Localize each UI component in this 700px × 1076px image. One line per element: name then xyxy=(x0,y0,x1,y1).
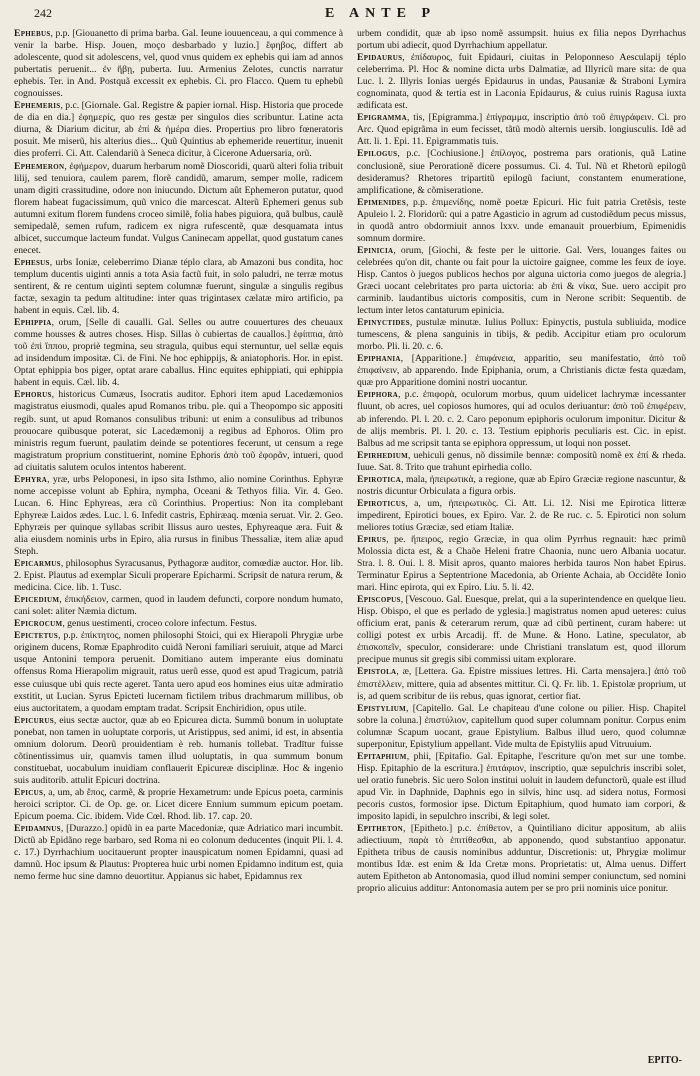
entry-text: urbem condidit, quæ ab ipso nomẽ assumpsit. huius ex filia nepos Dyrrhachus portum ubi adiecit, quod Dyrrhachium appellatur. xyxy=(357,28,686,52)
entry-text: , p.c. [Giornale. Gal. Registre & papier iornal. Hisp. Historia que procede de dia en dia.] ἐφημερίς, quo res gestæ per singulos dies scribuntur. Latine acta diurna, & Diarium dicitur, ab ἐπί & ἡμέρα dies. Propertius pro libro fœneratoris posuit. Me miserũ, his alterius dies... Quũ Quintius ab ephemeride reuertitur, inuenit dies proferri. Ci. Att. Calendariũ à Seneca dicitur, à Cicerone Aduersaria, orũ. xyxy=(14,100,343,160)
dictionary-entry xyxy=(357,498,686,534)
catchword: EPITO- xyxy=(647,1055,682,1066)
entry-text: , orum, [Selle di caualli. Gal. Selles ou autre couuertures des cheuaux comme housses & autres choses. Hisp. Sillas ò cubiertas de cauallos.] ἐφίππια, ἀπὸ τοῦ ἐπὶ ἵππου, propriè tegmina, seu stragula, quibus equi sternuntur, uel sellæ equis ad insidendum impositæ. Ci. de Fini. Ne hoc ephippijs, & aniatophoris. Hor. in epist. Optat ephippia bos piger, optat arare caballus. Hinc equites ephippiati, qui ephippia habent in equis. Cæl. lib. 4. xyxy=(14,317,343,389)
entry-headword: Epiroticus xyxy=(357,497,406,509)
entry-text: , p.p. ἐπιμενίδης, nomẽ poetæ Epicuri. Hic fuit patria Cretẽsis, teste Apuleio l. 2. Floridorũ: qui a patre Agasticio in agrum ad custodiẽdum pecus missus, in quodã antro obdormiuit annos lxxv. unde emanauit prouerbium, Epimenidis somnum dormire. xyxy=(357,196,686,244)
entry-headword: Epicarmus xyxy=(14,558,61,570)
entry-text: , [Apparitione.] ἐπιφάνεια, apparitio, seu manifestatio, ἀπὸ τοῦ ἐπιφαίνειν, ab apparendo. Inde Epiphania, orum, a Christianis dictæ festa quædam, quæ pro Apparitione domini nostri uocantur. xyxy=(357,353,686,389)
entry-headword: Epirus xyxy=(357,533,387,545)
dictionary-entry xyxy=(357,474,686,498)
dictionary-entry xyxy=(357,148,686,196)
entry-headword: Ephemeron xyxy=(14,160,65,172)
dictionary-entry xyxy=(357,28,686,52)
dictionary-entry xyxy=(14,317,343,389)
entry-text: , ἐπικήδειον, carmen, quod in laudem defuncti, corpore nondum humato, cani solet: aliter Næmia dictum. xyxy=(14,594,343,618)
entry-text: , a, um, ab ἔπος, carmẽ, & proprie Hexametrum: unde Epicus poeta, carminis heroici scriptor. Ci. de Op. ge. or. Licet dicere Ennium summum epicum poetam. Epicum poema. Cic. ibidem. Vide Cœl. Rhod. lib. 17. cap. 20. xyxy=(14,786,343,823)
entry-text: , tis, [Epigramma.] ἐπίγραμμα, inscriptio ἀπὸ τοῦ ἐπιγράφειν. Ci. pro Arc. Quod epigrãma in eum fecisset, tãtũ modò alternis uersib. longiusculis. Idẽ ad Att. li. 1. Epi. 11. Epigrammatis tuis. xyxy=(357,112,686,148)
entry-text: , æ, [Lettera. Ga. Epistre missiues lettres. Hi. Carta mensajera.] ἀπὸ τοῦ ἐπιστέλλειν, mittere, quia ad absentes mittitur. Ci. Q. Fr. lib. 1. Epistolæ proprium, ut is, ad quem scribitur de iis rebus, quas ignorat, certior fiat. xyxy=(357,666,686,702)
dictionary-entry xyxy=(14,630,343,714)
dictionary-entry xyxy=(14,618,343,630)
page-number: 242 xyxy=(34,6,52,20)
entry-headword: Epicedium xyxy=(14,594,60,606)
entry-headword: Epicus xyxy=(14,786,44,798)
dictionary-entry xyxy=(14,823,343,883)
entry-text: , mala, ἠπειρωτικὰ, a regione, quæ ab Epiro Græciæ regione nascuntur, & nostris dicuntur Orbiculata a figura orbis. xyxy=(357,473,686,497)
dictionary-entry xyxy=(357,594,686,666)
entry-text: , [Epitheto.] p.c. ἐπίθετον, a Quintiliano dicitur appositum, ab aliis adiectiuum, παρὰ τὸ ἐπιτίθεσθαι, ab apponendo, quod substantiuo apponatur. Epitheta tribus de causis nominibus adduntur, Discretionis: ut, Phrygiæ molimur montibus Idæ. est enim & Ida Cretæ mons. Proprietatis: ut, Alma uenus. Differt autem Epitheton ab Antonomasia, quod illud nomini semper coniunctum, sed nomini proprio alicuius additur: Antonomasia autem per se pro prii nominis uice ponitur. xyxy=(357,823,686,895)
entry-headword: Epinicia xyxy=(357,244,394,256)
dictionary-entry xyxy=(357,823,686,895)
right-column xyxy=(357,28,686,1048)
entry-text: , [Vescouo. Gal. Euesque, prelat, qui a la superintendence en quelque lieu. Hisp. Obispo, el que es perlado de yglesia.] magistratus nomen apud ueteres: cuius officium erat, panis & ceterarum rerum, quæ ad cibũ pertinent, curam habere: ut colligi potest ex urbis Arcadij. ff. de Mune. & Hono. Latine, speculator, ab ἐπισκοπεῖν, speculor, considerare: unde Christiani translatum est, quod illorum precipue munus sit gregis sibi commissi uitam explorare. xyxy=(357,594,686,666)
entry-text: , phii, [Epitafio. Gal. Epitaphe, l'escriture qu'on met sur une tombe. Hisp. Epitaphio de la escritura.] ἐπιτάφιον, inscriptio, quæ sepulchris inscribi solet, uel oratio funebris. Sic uero Solon institui uoluit in laudem defunctorũ, quale est illud apud Vir. in Daphnide, Daphnis ego in silvis, hinc usq. ad sidera notus, Formosi pecoris custos, formosior ipse. Dictum Epitaphium, quod humato iam corpori, & imposito lapidi, in sepulchro inscribi, & legi solet. xyxy=(357,750,686,823)
dictionary-entry xyxy=(357,317,686,353)
dictionary-entry xyxy=(14,389,343,473)
entry-text: , [Durazzo.] opidũ in ea parte Macedoniæ, quæ Adriatico mari incumbit. Dictũ ab Epidãno rege barbaro, sed Roma ni eo colonum deducentes (inquit Pli. l. 4. c. 17.) Dyrrhachium uocitauerunt propter inauspicatum nomen Epidamni, quasi ad damnũ. Hoc ipsum & Plautus: Propterea huic urbi nomen Epidamno inditum est, quia nemo ferme huc sine damno deuortitur. Appianus sic habet, Epidamnus rex xyxy=(14,823,343,883)
entry-text: , p.c. ἐπιφορὰ, oculorum morbus, quum uidelicet lachrymæ incessanter fluunt, ob acres, uel copiosos humores, qui ad oculos deriuantur: ἀπὸ τοῦ ἐπιφέρειν, ab inferendo. Pl. l. 20. c. 2. Caro peponum epiphoris oculorum imponitur. Dicitur & de alijs membris. Pl. l. 20. c. 13. Testium epiphoris peculiaris est. Cic. in epist. Balbus ad me scripsit tanta se epiphora oppressum, ut loqui non posset. xyxy=(357,389,686,449)
entry-headword: Epilogus xyxy=(357,148,398,160)
entry-text: , historicus Cumæus, Isocratis auditor. Ephori item apud Lacedæmonios magistratus eiusmodi, quales apud Romanos tribu. ple. qui a Theopompo sic appositi regib. sunt, ut apud Romanos consulibus tribuni: ut enim a consulibus ad tribunos prouocare quibusque poterat, sic Lacedæmonij a regibus ad Ephoros. Olim pro ministris regum fuerunt, paulatim deinde se potentiores fecerunt, ut censum a rege magistratum proprium constituerint, nomine Ephoris ἀπὸ τοῦ ἐφορᾶν, intueri, quod ad ciuitatis salutem oculos intentos haberent. xyxy=(14,389,343,473)
dictionary-entry xyxy=(14,594,343,618)
entry-headword: Ephippia xyxy=(14,317,52,329)
entry-headword: Epictetus xyxy=(14,630,59,642)
entry-text: , philosophus Syracusanus, Pythagoræ auditor, comœdiæ auctor. Hor. lib. 2. Epist. Plautus ad exemplar Siculi properare Epicharmi. Scripsit de natura rerum, & medicina. Cice. lib. 1. Tusc. xyxy=(14,558,343,594)
dictionary-entry xyxy=(357,666,686,702)
entry-text: , p.p. [Giouanetto di prima barba. Gal. Ieune iouuenceau, a qui commence à venir la barbe. Hisp. Jouen, moço desbarbado y luzio.] ἔφηβος, differt ab adolescente, quod sit adolescens, vel, quod vnus quidem ex ephebis qui iam ad annos pubertatis peruenit... ἐν ἥβῃ, puberta. Iuu. Armenius Zelotes, cunctis narratur ephebis. Ter. in And. Postquã excessit ex ephebis. Ci. pro Flacco. Quem tu ephebũ cognouisses. xyxy=(14,28,343,100)
page-header xyxy=(14,6,686,28)
entry-text: , yræ, urbs Peloponesi, in ipso sita Isthmo, alio nomine Corinthus. Ephyræ nome accepisse volunt ab Ephira, nympha, Oceani & Tethyos filia. Vir. 4. Geo. Lucan. 6. Hinc Ephyreas, æra cũ Corinthius. Propertius: Non ita complebant Ephyreæ Laidos ædes. Luc. l. 6. Infedit castris, Ephiræaq. mœnia seruat. Vir. 2. Geo. Ephyræis per quinque syllabas scribit Ilissus auro uestes, Ephyreaque æra. Fuit & alia eiusdem nominis urbs in Epiro, alia rursus in finibus Thessaliæ, item aliæ apud Steph. xyxy=(14,473,343,558)
dictionary-entry xyxy=(14,474,343,558)
entry-text: , a, um, ἠπειρωτικὸς. Ci. Att. Li. 12. Nisi me Epirotica litteræ impedirent, Epirotici boues, ex Epiro. Var. 2. de Re ruc. c. 5. Epirotici non solum meliores totius Græciæ, sed etiam Italiæ. xyxy=(357,497,686,533)
entry-headword: Epigramma xyxy=(357,112,407,124)
dictionary-entry xyxy=(14,100,343,160)
entry-headword: Epicrocum xyxy=(14,618,63,630)
entry-text: , ἐφήμερον, duarum herbarum nomẽ Dioscoridi, quarũ alteri folia tribuit lilij, sed tenuiora, caulem parem, florẽ candidũ, amarum, semper molle, radicem unam digiti crassitudine, odore non iniucundo. Dictum aũt Ephemeron putatur, quod florem habeat fugacissimum, quũ vnico die marcescat. Alterũ Ephemeri genus sub autumni exitum florem fundens croceo similẽ, folia habes piguiora, quã bulbus, caulẽ semipedalẽ, semen rufum, radicem ex nigra rufescentẽ, quæ desquamata intus albicet, succumque lacteum fundat. Vulgus Caninecam appellat, quod gustatum canes enecet. xyxy=(14,160,343,256)
dictionary-entry xyxy=(357,751,686,823)
dictionary-entry xyxy=(357,112,686,148)
dictionary-entry xyxy=(357,389,686,449)
dictionary-entry xyxy=(14,161,343,257)
dictionary-entry xyxy=(357,353,686,389)
entry-headword: Epirotica xyxy=(357,473,402,485)
entry-headword: Epidamnus xyxy=(14,823,61,835)
entry-headword: Ephemeris xyxy=(14,100,61,112)
dictionary-entry xyxy=(357,450,686,474)
entry-text: , p.c. [Cochiusione.] ἐπίλογος, postrema pars orationis, quã Latine conclusionẽ, siue Perorationẽ dicere possumus. Ci. 4. Tul. Nũ et Rhetorũ epilogũ desideramus? Rhetores tripartitũ epilogũ faciunt, constantem enumeratione, amplificatione, & cõmiseratione. xyxy=(357,148,686,196)
entry-headword: Ephyra xyxy=(14,473,48,485)
entry-headword: Epitheton xyxy=(357,823,403,835)
entry-text: , pustulæ minutæ. Iulius Pollux: Epinyctis, pustula subliuida, modice tumescens, & plena sanguinis in tibijs, & pedib. Accipitur etiam pro oculorum morbo. Pli. li. 20. c. 6. xyxy=(357,317,686,353)
dictionary-entry xyxy=(357,197,686,245)
left-column xyxy=(14,28,343,1048)
entry-headword: Epinyctides xyxy=(357,317,410,329)
dictionary-entry xyxy=(357,703,686,751)
entry-headword: Ephebus xyxy=(14,28,51,39)
entry-headword: Episcopus xyxy=(357,594,401,606)
entry-text: , eius sectæ auctor, quæ ab eo Epicurea dicta. Summũ bonum in uoluptate ponebat, non tamen in uoluptate corporis, ut Aristippus, sed animi, id est, in absentia omnium dolorum. Deorũ prouidentiam è reb. humanis tollebat. Tradītur fuisse cõtinentissimus uir, quamvis tamen illud uoluptatis, in qua summum bonum constituebat, uocabulum inuidiam conflauerit Epicureæ disciplinæ. Hoc & ingenio suis auditorib. attulit Epicuri doctrina. xyxy=(14,714,343,786)
dictionary-entry xyxy=(357,534,686,594)
dictionary-entry xyxy=(14,715,343,787)
entry-headword: Epitaphium xyxy=(357,750,407,762)
entry-headword: Epistylium xyxy=(357,702,407,714)
running-head: E ANTE P xyxy=(324,6,436,21)
dictionary-entry xyxy=(14,787,343,823)
entry-text: , p.p. ἐπίκτητος, nomen philosophi Stoici, qui ex Hierapoli Phrygiæ urbe originem ducens, Romæ Epaphrodito cuidã Neroni familiari seruiuit, atque ad Marci usque Antonini tempora peruenit. Domitiano autem imperante eius dominatu offensus Roma Hierapolim migrauit, ratus uerũ esse, quod est apud Tragicum, patriã esse cuiusque ubi quis recte ageret. Tanta uero apud eos homines eius uitæ admiratio exstitit, ut Lucian. Syrus Epicteti lucernam fictilem tribus drachmarum millibus, ob eius auctoritatem, a quodam emptam tradat. Scripsit Enchiridion, opus utile. xyxy=(14,630,343,714)
entry-text: , [Capitello. Gal. Le chapiteau d'une colone ou pilier. Hisp. Chapitel sobre la coluna.] ἐπιστύλιον, capitellum quod super columnam ponitur. Corpus enim columnæ Scapum uocant, graue Epistylium. Balbus illud uero, quod columnæ superponitur, Epistylium appellant. Vide multa de Epistyliis apud Vitruuium. xyxy=(357,702,686,750)
text-columns xyxy=(14,28,686,1048)
entry-headword: Epirhedium xyxy=(357,449,409,461)
entry-headword: Epistola xyxy=(357,666,397,678)
dictionary-entry xyxy=(357,245,686,317)
dictionary-entry xyxy=(14,558,343,594)
entry-headword: Ephesus xyxy=(14,256,50,268)
entry-headword: Epimenides xyxy=(357,196,407,208)
entry-headword: Epiphania xyxy=(357,353,401,365)
entry-headword: Ephorus xyxy=(14,389,52,401)
entry-text: , pe. ἤπειρος, regio Græciæ, in qua olim Pyrrhus regnauit: hæc primũ Molossia dicta est, & a Chaõe Heleni fratre Chaonia, nunc uero Albania uocatur. Stra. l. 8. Oui. l. 8. Misit apros, quanto maiores herbida tauros Non habet Epirus. Terminatur Epirus a Septentrione Macedonia, ab Oriente Achaia, ab Occidẽte Ionio mari. Hinc epirota, qui ex Epiro. Liu. 5. li. 42. xyxy=(357,533,686,594)
dictionary-entry xyxy=(357,52,686,112)
entry-text: , ἐπίδαυρος, fuit Epidauri, ciuitas in Peloponneso Aesculapij téplo celeberrima. Pl. Hoc & nomine dicta urbs Dalmatiæ, ad Illyricũ mare sita: de qua Luc. l. 2. Illyris Ionias uergés Epidaurus in undas, Pausaniæ & Straboni Lymira cognominata, quod & tertia est in Laconia Epidaurus, & cuius ruinis Ragusa iuxta ædificata est. xyxy=(357,52,686,112)
dictionary-entry xyxy=(14,257,343,317)
entry-headword: Epicurus xyxy=(14,714,54,726)
entry-headword: Epidaurus xyxy=(357,52,403,64)
entry-text: , urbs Ioniæ, celeberrimo Dianæ téplo clara, ab Amazoni bus condita, hoc templum ducentis uiginti annis a tota Asia factũ fuit, in solo paludri, ne terræ motus sentirent, & re centum uiginti septem columnæ fuerunt, singulæ a singulis regibus factæ, sexagin ta pedum altitudine: inter quas trigintasex cælatæ miro artificio, pa habent in equis. Cæl. lib. 4. xyxy=(14,256,343,317)
entry-text: , uehiculi genus, nõ dissimile bennæ: compositũ nomẽ ex ἐπί & rheda. Iuue. Sat. 8. Trito que trahunt epirhedia collo. xyxy=(357,449,686,473)
dictionary-entry xyxy=(14,28,343,100)
entry-text: , orum, [Giochi, & feste per le uittorie. Gal. Vers, louanges faites ou celebrées qu'on dit, chante ou fait pour la uictoire gaignee, comme les feux de ioye. Hisp. Cantos ò juegos publicos hechos por alguna uictoria como juegos de alegria.] Græci uocant celebritates pro parta uictoria: ab ἐπὶ & νίκα, Sue. uero accipit pro carminib. laudantibus uictoris compositis, cum in Nerone scribit: Sequentib. de lectum inter letos cantaturum epinicia. xyxy=(357,244,686,317)
entry-headword: Epiphora xyxy=(357,389,399,401)
entry-text: , genus uestimenti, croceo colore infectum. Festus. xyxy=(62,618,257,630)
